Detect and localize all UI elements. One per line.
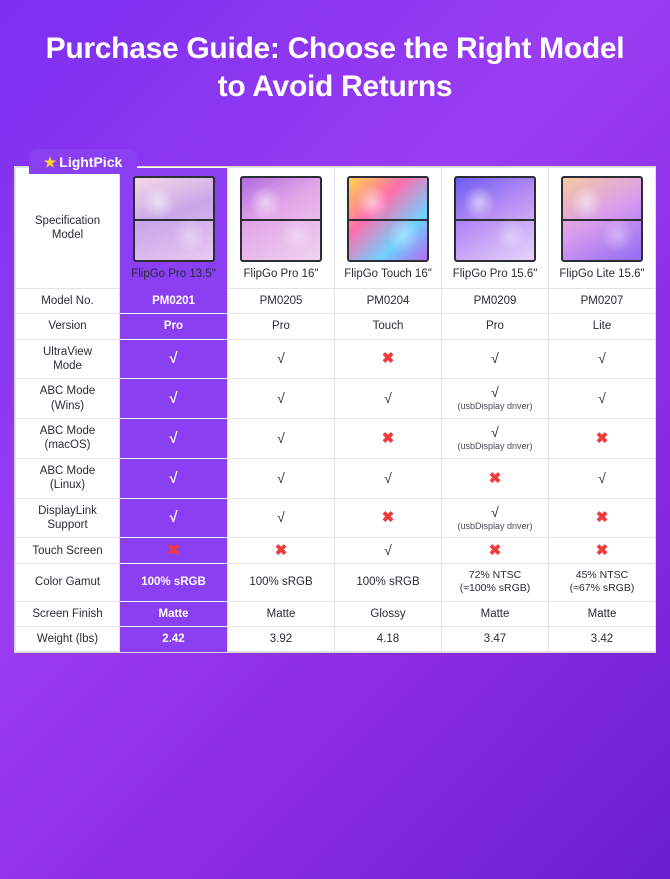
- cross-icon: ✖: [381, 350, 395, 368]
- check-icon: √: [491, 384, 499, 401]
- cell-value: [228, 339, 335, 379]
- cross-icon: ✖: [595, 509, 609, 527]
- table-row: [16, 498, 656, 538]
- cross-icon: ✖: [381, 509, 395, 527]
- comparison-table: [15, 154, 656, 652]
- cell-value: [442, 379, 549, 419]
- cross-icon: ✖: [167, 542, 180, 560]
- cell-value: [228, 458, 335, 498]
- check-icon: √: [491, 350, 499, 367]
- cross-icon: ✖: [595, 429, 609, 447]
- check-icon: √: [169, 509, 178, 527]
- row-label-line2: Mode: [53, 359, 82, 372]
- cell-value: Matte: [442, 601, 549, 626]
- cell-value: [549, 498, 656, 538]
- row-label: [16, 379, 120, 419]
- row-label-line2: (Wins): [50, 399, 85, 412]
- cell-value: [120, 419, 228, 459]
- product-thumbnail: [454, 176, 536, 262]
- cell-value: [228, 379, 335, 419]
- cell-value: 3.47: [442, 626, 549, 651]
- cell-value: [228, 538, 335, 564]
- cell-value: PM0205: [228, 288, 335, 313]
- check-icon: √: [169, 390, 178, 408]
- cell-note: (usbDisplay driver): [457, 441, 533, 452]
- product-name: FlipGo Pro 15.6": [452, 268, 538, 280]
- hinge-line: [135, 219, 213, 221]
- product-name: FlipGo Lite 15.6": [559, 268, 645, 280]
- cell-value: 100% sRGB: [228, 564, 335, 601]
- cell-value: Pro: [442, 314, 549, 339]
- check-icon: √: [384, 390, 392, 407]
- check-icon: √: [598, 469, 606, 486]
- cell-value: [120, 458, 228, 498]
- cell-value: [442, 538, 549, 564]
- table-row: [16, 314, 656, 339]
- cross-icon: ✖: [488, 542, 502, 560]
- table-row: [16, 564, 656, 601]
- cell-value: [335, 379, 442, 419]
- product-column[interactable]: [335, 168, 442, 289]
- row-label: [16, 458, 120, 498]
- cell-value: [442, 458, 549, 498]
- check-icon: √: [491, 503, 499, 520]
- row-label-line2: (Linux): [49, 479, 86, 492]
- cell-value: [120, 339, 228, 379]
- row-label-line2: (macOS): [44, 439, 91, 452]
- cell-value: [335, 458, 442, 498]
- row-label: [16, 339, 120, 379]
- row-label-line1: ABC Mode: [39, 425, 96, 438]
- cell-value: 3.92: [228, 626, 335, 651]
- cell-value: 100% sRGB: [120, 564, 228, 601]
- cell-value: [442, 339, 549, 379]
- check-icon: √: [169, 429, 178, 447]
- table-row: [16, 538, 656, 564]
- cell-value: [549, 458, 656, 498]
- product-name: FlipGo Touch 16": [344, 268, 432, 280]
- row-label: Touch Screen: [16, 538, 120, 564]
- cell-value: [442, 419, 549, 459]
- product-thumbnail: [133, 176, 215, 262]
- cell-value: [442, 564, 549, 601]
- product-thumbnail: [240, 176, 322, 262]
- hinge-line: [242, 219, 320, 221]
- cell-value: [549, 564, 656, 601]
- table-row: [16, 419, 656, 459]
- lightpick-badge-label: LightPick: [59, 154, 123, 170]
- check-icon: √: [277, 390, 285, 407]
- cell-value-main: 72% NTSC: [468, 569, 522, 582]
- product-thumbnail: [561, 176, 643, 262]
- page-title: Purchase Guide: Choose the Right Model to Avoid Returns: [45, 32, 625, 104]
- hinge-line: [349, 219, 427, 221]
- cell-value: [549, 379, 656, 419]
- row-label: Screen Finish: [16, 601, 120, 626]
- check-icon: √: [277, 350, 285, 367]
- cross-icon: ✖: [595, 542, 609, 560]
- cell-value: 100% sRGB: [335, 564, 442, 601]
- hinge-line: [456, 219, 534, 221]
- cell-value: Pro: [228, 314, 335, 339]
- row-label: [16, 498, 120, 538]
- check-icon: √: [598, 390, 606, 407]
- cross-icon: ✖: [488, 469, 502, 487]
- cell-value: [549, 339, 656, 379]
- row-label-line1: UltraView: [43, 345, 92, 358]
- row-label-line1: ABC Mode: [39, 464, 96, 477]
- row-label: [16, 419, 120, 459]
- cross-icon: ✖: [274, 542, 288, 560]
- cell-value: 4.18: [335, 626, 442, 651]
- row-label: Weight (lbs): [16, 626, 120, 651]
- check-icon: √: [277, 509, 285, 526]
- row-label: Version: [16, 314, 120, 339]
- star-icon: ★: [43, 154, 57, 170]
- cell-value: PM0201: [120, 288, 228, 313]
- check-icon: √: [598, 350, 606, 367]
- table-row: [16, 458, 656, 498]
- row-label-line1: DisplayLink: [38, 504, 97, 517]
- cell-value: PM0209: [442, 288, 549, 313]
- cell-value: [335, 498, 442, 538]
- row-label: Model No.: [16, 288, 120, 313]
- table-header-row: [16, 168, 656, 289]
- cell-value: Lite: [549, 314, 656, 339]
- cell-value: [120, 498, 228, 538]
- cell-value: Matte: [228, 601, 335, 626]
- cell-note: (≈100% sRGB): [459, 582, 531, 595]
- cell-value: [228, 419, 335, 459]
- cell-value: [335, 419, 442, 459]
- row-label-line2: Support: [47, 518, 88, 531]
- check-icon: √: [384, 542, 392, 559]
- cell-note: (usbDisplay driver): [457, 401, 533, 412]
- cell-value: [120, 379, 228, 419]
- hinge-line: [563, 219, 641, 221]
- cell-value: PM0207: [549, 288, 656, 313]
- table-row: [16, 626, 656, 651]
- table-row: [16, 601, 656, 626]
- product-column[interactable]: [442, 168, 549, 289]
- product-name: FlipGo Pro 16": [243, 268, 319, 280]
- product-column[interactable]: [549, 168, 656, 289]
- spec-header-line1: Specification: [34, 214, 101, 227]
- row-label: Color Gamut: [16, 564, 120, 601]
- cell-value: Glossy: [335, 601, 442, 626]
- cell-value: [228, 498, 335, 538]
- product-column[interactable]: [228, 168, 335, 289]
- cell-value: [549, 419, 656, 459]
- cell-value: 3.42: [549, 626, 656, 651]
- cell-value: [335, 339, 442, 379]
- cell-value: Matte: [549, 601, 656, 626]
- cell-note: (usbDisplay driver): [457, 520, 533, 531]
- check-icon: √: [277, 429, 285, 446]
- table-row: [16, 379, 656, 419]
- cell-value: [442, 498, 549, 538]
- check-icon: √: [384, 469, 392, 486]
- product-thumbnail: [347, 176, 429, 262]
- check-icon: √: [491, 424, 499, 441]
- check-icon: √: [169, 350, 178, 368]
- cell-value: [120, 538, 228, 564]
- cell-value: Touch: [335, 314, 442, 339]
- spec-header-line2: Model: [51, 228, 84, 241]
- check-icon: √: [277, 469, 285, 486]
- table-row: [16, 339, 656, 379]
- check-icon: √: [169, 469, 178, 487]
- row-label-line1: ABC Mode: [39, 385, 96, 398]
- cell-value: 2.42: [120, 626, 228, 651]
- lightpick-badge: [29, 149, 137, 174]
- cell-value: [549, 538, 656, 564]
- cell-value-main: 45% NTSC: [575, 569, 629, 582]
- cross-icon: ✖: [381, 429, 395, 447]
- cell-value: Matte: [120, 601, 228, 626]
- cell-value: Pro: [120, 314, 228, 339]
- cell-value: PM0204: [335, 288, 442, 313]
- spec-model-header: [16, 168, 120, 289]
- cell-value: [335, 538, 442, 564]
- product-name: FlipGo Pro 13.5": [131, 268, 216, 280]
- cell-note: (≈67% sRGB): [569, 582, 635, 595]
- table-row: [16, 288, 656, 313]
- comparison-table-container: [14, 154, 656, 653]
